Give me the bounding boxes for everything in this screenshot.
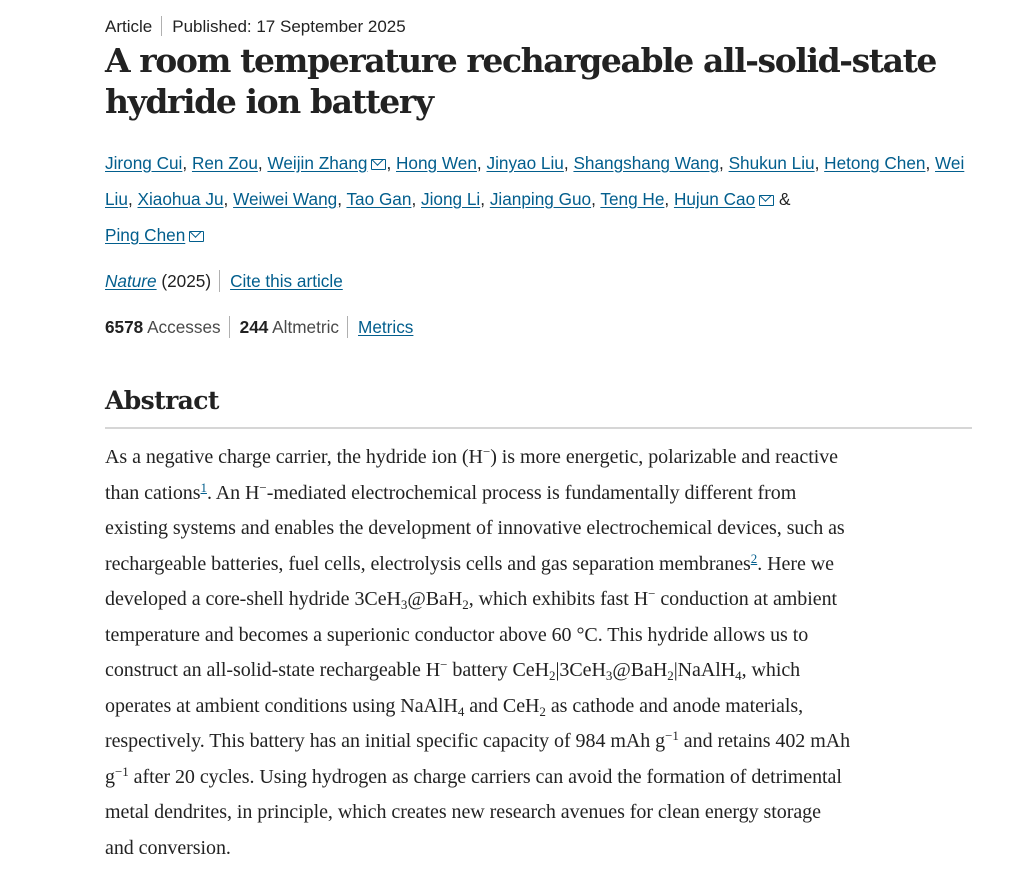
author-link[interactable]: Teng He <box>600 189 665 209</box>
article-stats <box>105 315 413 339</box>
envelope-icon[interactable] <box>371 159 386 170</box>
abstract-line: $g^{-1}$ after 20 cycles. Using hydrogen as charge carriers can avoid the formation of detrimental <box>105 763 842 788</box>
author-ampersand: & <box>778 189 791 209</box>
abstract-line: As a negative charge carrier, the hydride ion (H−) is more energetic, polarizable and reactive <box>105 444 838 468</box>
author-link[interactable]: Hujun Cao <box>673 189 756 209</box>
journal-divider <box>219 270 220 292</box>
author-link[interactable]: Hong Wen <box>396 153 477 173</box>
author-link[interactable]: Weiwei Wang <box>233 189 338 209</box>
article-meta <box>105 15 406 39</box>
published-date: Published: 17 September 2025 <box>172 17 406 36</box>
abstract-heading: Abstract <box>105 386 219 415</box>
abstract-line: existing systems and enables the development of innovative electrochemical devices, such as <box>105 517 845 539</box>
abstract-line: operates at ambient conditions using NaAlH$_4$ and CeH$_2$ as cathode and anode materials, <box>105 694 804 719</box>
cite-link[interactable]: Cite this article <box>230 271 343 291</box>
heading-divider <box>105 427 972 429</box>
metrics-link[interactable]: Metrics <box>358 317 414 337</box>
author-link[interactable]: Wei Liu <box>105 153 965 209</box>
author-link[interactable]: Jianping Guo <box>489 189 592 209</box>
journal-link[interactable]: Nature <box>105 271 157 291</box>
article-type: Article <box>105 17 153 36</box>
abstract-line: than cations$^1$. An H−-mediated electrochemical process is fundamentally different from <box>105 479 797 504</box>
abstract-body <box>105 440 975 866</box>
abstract-line: and conversion. <box>105 836 231 859</box>
author-link[interactable]: Jinyao Liu <box>486 153 564 173</box>
author-list: Jirong Cui, Ren Zou, Weijin Zhang , Hong Wen, Jinyao Liu, Shangshang Wang, Shukun Liu, Hetong Chen, Wei Liu, Xiaohua Ju, Weiwei Wang, Tao Gan, Jiong Li, Jianping Guo, Teng He, Hujun Cao & Ping Chen <box>105 153 965 245</box>
altmetric-score: 244 <box>239 317 269 337</box>
stats-divider <box>347 316 348 338</box>
author-link[interactable]: Shangshang Wang <box>573 153 720 173</box>
abstract-line: rechargeable batteries, fuel cells, electrolysis cells and gas separation membranes$^2$. Here we <box>105 550 834 575</box>
envelope-icon[interactable] <box>189 231 204 242</box>
author-link[interactable]: Weijin Zhang <box>267 153 368 173</box>
author-link[interactable]: Jiong Li <box>421 189 481 209</box>
reference-link[interactable]: 2 <box>750 550 758 566</box>
abstract-line: metal dendrites, in principle, which creates new research avenues for clean energy storage <box>105 801 821 823</box>
abstract-line: developed a core-shell hydride 3CeH$_3$@BaH$_2$, which exhibits fast H− conduction at ambient <box>105 586 838 612</box>
journal-year: (2025) <box>161 271 212 291</box>
abstract-line: temperature and becomes a superionic conductor above 60 °C. This hydride allows us to <box>105 623 809 646</box>
accesses-label: Accesses <box>147 317 221 337</box>
abstract-line: construct an all-solid-state rechargeable H− battery CeH$_2$|3CeH$_3$@BaH$_2$|NaAlH$_4$, which <box>105 657 801 683</box>
altmetric-label: Altmetric <box>272 317 340 337</box>
author-link[interactable]: Xiaohua Ju <box>137 189 224 209</box>
author-link[interactable]: Ren Zou <box>191 153 258 173</box>
author-link[interactable]: Ping Chen <box>105 225 186 245</box>
author-link[interactable]: Shukun Liu <box>728 153 815 173</box>
journal-line <box>105 269 343 293</box>
article-title: A room temperature rechargeable all-solid-state hydride ion battery <box>105 41 937 121</box>
meta-divider <box>161 16 162 36</box>
accesses-count: 6578 <box>105 317 144 337</box>
author-link[interactable]: Tao Gan <box>346 189 412 209</box>
envelope-icon[interactable] <box>759 195 774 206</box>
reference-link[interactable]: 1 <box>200 479 207 495</box>
abstract-line: respectively. This battery has an initial specific capacity of 984 mAh $g^{-1}$ and retains 402 mAh <box>105 728 851 752</box>
author-link[interactable]: Jirong Cui <box>105 153 183 173</box>
author-link[interactable]: Hetong Chen <box>824 153 926 173</box>
stats-divider <box>229 316 230 338</box>
